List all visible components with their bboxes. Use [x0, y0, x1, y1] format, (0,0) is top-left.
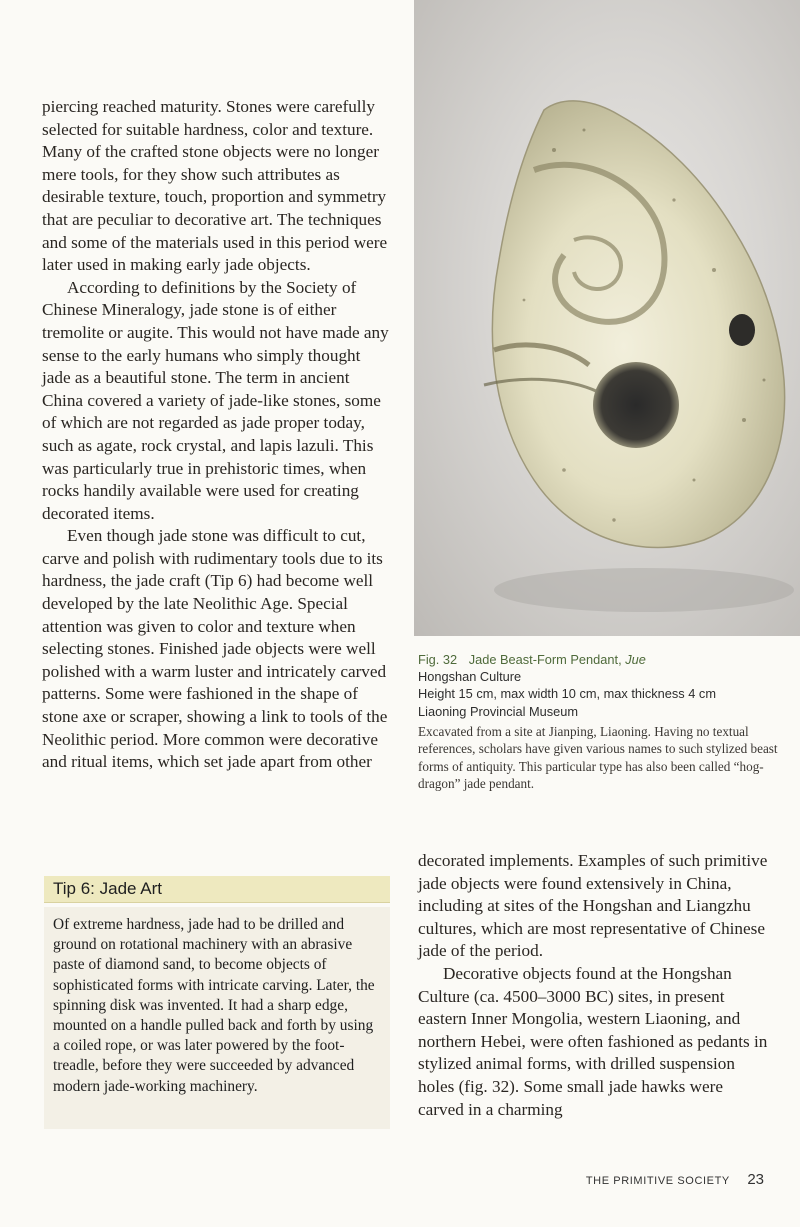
- tip-box: [44, 876, 390, 1148]
- paragraph: According to definitions by the Society of Chinese Mineralogy, jade stone is of either tremolite or augite. This would not have made any sense to the early humans who simply thought jade as a beautiful stone. The term in ancient China covered a variety of jade-like stones, some of which are not regarded as jade proper today, such as agate, rock crystal, and lapis lazuli. This was particularly true in prehistoric times, when rocks handily available were used for creating decorated items.: [42, 277, 389, 523]
- jade-pendant-photo: [414, 0, 800, 636]
- paragraph: Even though jade stone was difficult to cut, carve and polish with rudimentary tools due to its hardness, the jade craft (Tip 6) had become well developed by the late Neolithic Age. Special attention was given to color and texture when selecting stones. Finished jade objects were well polished with a warm luster and intricately carved patterns. Some were fashioned in the shape of stone axe or scraper, showing a link to tools of the Neolithic period. More common were decorative and ritual items, which set jade apart from other: [42, 526, 388, 772]
- page-footer: [586, 1171, 764, 1188]
- figure-title-italic: Jue: [625, 652, 646, 667]
- right-text-column: [418, 850, 768, 1121]
- left-text-column: [42, 96, 390, 774]
- figure-title-line: [418, 651, 778, 668]
- figure-culture: Hongshan Culture: [418, 669, 522, 685]
- figure-number: Fig. 32: [418, 652, 458, 667]
- page-number: 23: [747, 1171, 764, 1188]
- tip-body: Of extreme hardness, jade had to be drilled and ground on rotational machinery with an abrasive paste of diamond sand, to become objects of sophisticated forms with intricate carving. Later, the spinning disk was invented. It had a sharp edge, mounted on a handle pulled back and forth by using a coiled rope, or was later powered by the foot-treadle, before they were succeeded by advanced modern jade-working machinery.: [44, 907, 390, 1129]
- paragraph: decorated implements. Examples of such primitive jade objects were found extensively in China, including at sites of the Hongshan and Liangzhu cultures, which are most representative of Chinese jade of the period.: [418, 851, 768, 961]
- figure-dimensions: Height 15 cm, max width 10 cm, max thickness 4 cm: [418, 686, 716, 702]
- paragraph: Decorative objects found at the Hongshan Culture (ca. 4500–3000 BC) sites, in present eastern Inner Mongolia, western Liaoning, and northern Hebei, were often fashioned as pedants in stylized animal forms, with drilled suspension holes (fig. 32). Some small jade hawks were carved in a charming: [418, 963, 768, 1119]
- figure-title: Jade Beast-Form Pendant,: [468, 652, 622, 667]
- tip-title: Tip 6: Jade Art: [44, 876, 390, 903]
- figure-description: Excavated from a site at Jianping, Liaoning. Having no textual references, scholars have given various names to such stylized beast forms of antiquity. This particular type has also been called “hog-dragon” jade pendant.: [418, 723, 778, 792]
- running-footer-section: THE PRIMITIVE SOCIETY: [585, 1175, 730, 1187]
- jade-pendant-illustration: [414, 0, 800, 636]
- figure-caption: [418, 651, 778, 792]
- paragraph: piercing reached maturity. Stones were carefully selected for suitable hardness, color and texture. Many of the crafted stone objects were no longer mere tools, for they show such attributes as desirable texture, touch, proportion and symmetry that are peculiar to decorative art. The techniques and some of the materials used in this period were later used in making early jade objects.: [42, 97, 388, 275]
- figure-location: Liaoning Provincial Museum: [418, 703, 579, 719]
